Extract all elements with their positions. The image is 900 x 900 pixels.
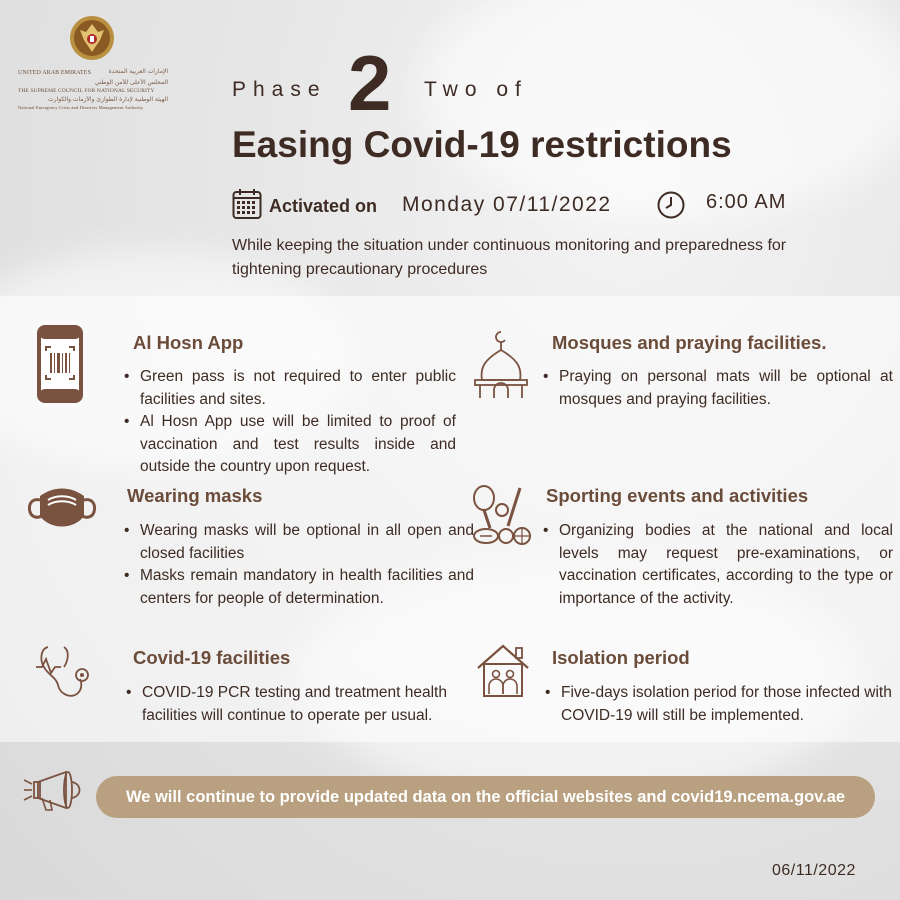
- list-item: • Praying on personal mats will be optional at mosques and praying facilities.: [559, 366, 893, 411]
- page-title: Easing Covid-19 restrictions: [232, 124, 732, 165]
- content-panel: [0, 296, 900, 742]
- official-websites-banner: We will continue to provide updated data on the official websites and covid19.ncema.gov.ae: [96, 776, 875, 818]
- list-item: • Organizing bodies at the national and local levels may request pre-examinations, or vaccination certificates, according to the type or importance of the activity.: [559, 520, 893, 610]
- background-cloud: [420, 0, 900, 220]
- logo-country-ar: الإمارات العربية المتحدة: [108, 68, 168, 75]
- phase-number: 2: [348, 39, 392, 127]
- al-hosn-bullets: [122, 366, 456, 479]
- logo-country-en: UNITED ARAB EMIRATES: [18, 70, 92, 76]
- face-mask-icon: [26, 486, 98, 532]
- isolation-bullets: [543, 682, 897, 727]
- list-item: • Masks remain mandatory in health facilities and centers for people of determination.: [140, 565, 474, 610]
- activated-time: 6:00 AM: [706, 191, 787, 213]
- mosque-icon: [472, 328, 530, 400]
- section-title-masks: Wearing masks: [127, 485, 263, 506]
- logo-council-ar: المجلس الأعلى للأمن الوطني: [94, 79, 168, 86]
- megaphone-icon: [22, 768, 88, 812]
- list-item: • Green pass is not required to enter public facilities and sites.: [140, 366, 456, 411]
- sporting-bullets: [541, 520, 893, 610]
- clock-icon: [656, 190, 686, 220]
- subtitle: While keeping the situation under continuous monitoring and preparedness for tightening precautionary procedures: [232, 237, 787, 278]
- activated-label: Activated on: [269, 196, 378, 216]
- activated-date: Monday 07/11/2022: [402, 193, 612, 216]
- phase-word: Phase: [232, 78, 327, 101]
- section-title-facilities: Covid-19 facilities: [133, 647, 291, 668]
- facilities-bullets: [124, 682, 478, 727]
- list-item: • Al Hosn App use will be limited to proof of vaccination and test results inside and outside the country upon request.: [140, 411, 456, 479]
- uae-emblem-icon: [68, 14, 116, 62]
- logo-authority-ar: الهيئة الوطنية لإدارة الطوارئ والأزمات والكوارث: [47, 96, 168, 103]
- sports-equipment-icon: [470, 484, 532, 548]
- mosques-bullets: [541, 366, 893, 411]
- logo-council-en: THE SUPREME COUNCIL FOR NATIONAL SECURITY: [18, 88, 155, 94]
- list-item: • Wearing masks will be optional in all open and closed facilities: [140, 520, 474, 565]
- house-family-icon: [474, 642, 532, 698]
- footer-date: 06/11/2022: [772, 862, 856, 879]
- logo-authority-en: National Emergency Crisis and Disasters Management Authority: [18, 105, 144, 110]
- section-title-mosques: Mosques and praying facilities.: [552, 332, 827, 353]
- phone-barcode-icon: [37, 325, 83, 403]
- section-title-sporting: Sporting events and activities: [546, 485, 809, 506]
- section-title-al-hosn: Al Hosn App: [133, 332, 244, 353]
- phase-suffix: Two of: [424, 78, 528, 101]
- section-title-isolation: Isolation period: [552, 647, 690, 668]
- masks-bullets: [122, 520, 474, 610]
- list-item: • COVID-19 PCR testing and treatment health facilities will continue to operate per usual.: [142, 682, 478, 727]
- list-item: • Five-days isolation period for those infected with COVID-19 will still be implemented.: [561, 682, 897, 727]
- stethoscope-icon: [34, 645, 94, 701]
- calendar-icon: [232, 188, 262, 220]
